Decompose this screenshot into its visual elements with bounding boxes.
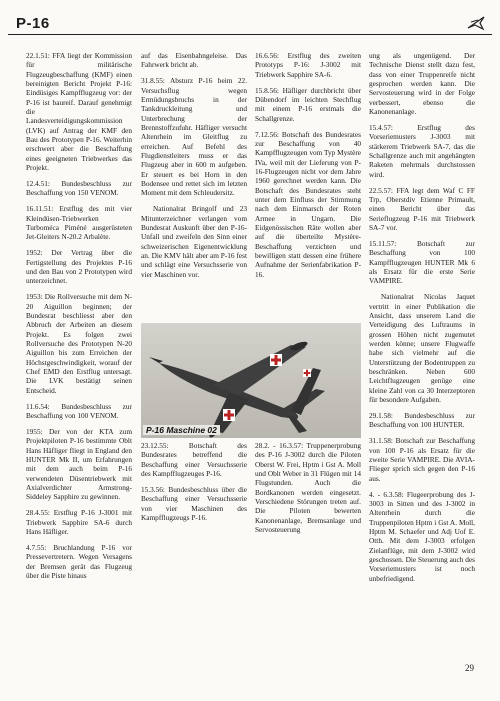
text-column-2: [141, 51, 247, 286]
paragraph: 15.8.56: Häfliger durchbricht über Dübendorf im leichten Stechflug mit einem P-16 erstmals die Schallgrenze.: [255, 85, 361, 123]
paragraph: 31.8.55: Absturz P-16 beim 22. Versuchsflug wegen Ermüdungsbruchs in der Tankdruckleitung und Unterbrechung der Brennstoffzufuhr. Häfliger versucht Altenrhein im Gleitflug zu erreichen. Auf Befehl des Flugdienstleiters muss er das Flugzeug aber in 600 m aufgeben. Er steuert es bei Horn in den Bodensee und rettet sich im letzten Moment mit dem Schleudersitz.: [141, 76, 247, 198]
paragraph: 16.6.56: Erstflug des zweiten Prototyps P-16: J-3002 mit Triebwerk Sapphire SA-6.: [255, 51, 361, 79]
p16-aircraft-image: [141, 323, 361, 438]
paragraph: 7.12.56: Botschaft des Bundesrates zur Beschaffung von 40 Kampfflugzeugen vom Typ Mystère IVa, weil mit der Lieferung von P-16-Flugzeugen nicht vor dem Jahre 1960 gerechnet werden kann. Die Botschaft des Bundesrates steht unter dem Einfluss der Stimmung nach dem Einmarsch der Roten Armee in Ungarn. Die Eidgenössischen Räte wollen aber auf die überteilte Mystère-Beschaffung verzichten und bewilligen statt dessen eine frühere Aufnahme der Serienfabrikation P-16.: [255, 129, 362, 279]
page-title: P-16: [16, 15, 50, 32]
text-column-2-lower: [141, 441, 247, 529]
paragraph: auf das Eisenbahngeleise. Das Fahrwerk bricht ab.: [141, 51, 247, 70]
paragraph: 15.3.56: Bundesbeschluss über die Beschaffung einer Versuchsserie von vier Maschinen des Kampfflugzeugs P-16.: [141, 484, 247, 522]
paragraph: 1953: Die Rollversuche mit dem N-20 Aiguillon beginnen; der Bundesrat beschliesst aber den Abbruch der Arbeiten an diesem Projekt. Es folgen zwei Rollversuche des Prototypen N-20 Aiguillon bis zum Erreichen der Höchstgeschwindigkeit, worauf der Chef EMD den Erstflug untersagt. Die LVK bestätigt seinen Entscheid.: [26, 292, 132, 395]
text-column-3-lower: [255, 441, 361, 541]
paragraph: 28.4.55: Erstflug P-16 J-3001 mit Triebwerk Sapphire SA-6 durch Hans Häfliger.: [26, 508, 132, 536]
paragraph: 1955: Der von der KTA zum Projektpiloten P-16 bestimmte Oblt Hans Häfliger fliegt in England den HUNTER Mk II, um Erfahrungen mit dem auch beim P-16 verwendeten Düsentriebwerk mit Axialverdichter Armstrong-Siddeley Sapphire zu gewinnen.: [26, 426, 132, 502]
photo-caption: P-16 Maschine 02: [143, 425, 220, 435]
paragraph: Nationalrat Bringolf und 23 Mitunterzeichner verlangen vom Bundesrat Auskunft über den P-16-Unfall und zweifeln den Sinn einer schweizerischen Eigenentwicklung an. Die KMV hält aber am P-16 fest und schlägt eine Versuchsserie von vier Maschinen vor.: [141, 204, 247, 279]
paragraph: Nationalrat Nicolas Jaquet vertritt in einer Publikation die Ansicht, dass unserem Land die Verteidigung des Luftraums in grossen Höhen nicht zugemutet werden könne; unsere Flugwaffe habe sich vielmehr auf die Unterstützung der Bodentruppen zu beschränken. Neben 600 Leichtflugzeugen genüge eine kleine Zahl von ca 30 Interzeptoren für besondere Aufgaben.: [369, 292, 475, 405]
paragraph: 11.6.54: Bundesbeschluss zur Beschaffung von 100 VENOM.: [26, 401, 132, 420]
paragraph: ung als ungenügend. Der Technische Dienst stellt dazu fest, dass von einer Truppenreife nicht gesprochen werden kann. Die Servosteuerung wird in der Folge verbessert, ebenso die Kanonenanlage.: [369, 51, 475, 117]
paragraph: 1952: Der Vertrag über die Fertigstellung des Projektes P-16 und den Bau von 2 Prototypen wird unterzeichnet.: [26, 248, 132, 286]
page-header: [8, 0, 492, 44]
text-column-1: [26, 51, 132, 587]
paragraph: 4. - 6.3.58: Flugeerprobung des J-3003 in Sitten und des J-3002 in Altenrhein durch die Truppenpiloten Hptm i Gst A. Moll, Hptm M. Schaefer und Adj Uof E. Otth. Mit dem J-3003 erfolgen Zielanflüge, mit dem J-3002 wird geschossen. Die Steuerung auch des Vorseriemusters ist noch unbefriedigend.: [369, 489, 475, 583]
text-column-4: [369, 51, 475, 590]
paragraph: 22.5.57: FFA legt dem Waf C FF Trp, Oberstdiv Etienne Primault, einen Bericht über das Serieflugzeug P-16 mit Triebwerk SA-7 vor.: [369, 185, 475, 233]
text-column-3: [255, 51, 361, 286]
paragraph: 16.11.51: Erstflug des mit vier Kleindüsen-Triebwerken Turboméca Piméné ausgerüsteten Jet-Gleiters N-20.2 Arbalète.: [26, 204, 132, 242]
paragraph: 22.1.51: FFA liegt der Kommission für militärische Flugzeugbeschaffung (KMF) einen bereinigten Bericht Projekt P-16: Eindüsiges Kampfflugzeug vor: der P-16 ist baureif. Darauf genehmigt die Landesverteidigungskommission (LVK) auf Antrag der KMF den Bau des Prototypen P-16. Weiterhin erschwert aber die Beschaffung eines geeigneten Triebwerkes das Projekt.: [26, 51, 132, 173]
aircraft-photo: [141, 323, 361, 438]
header-rule: [8, 34, 492, 35]
paragraph: 4.7.55: Bruchlandung P-16 vor Pressevertretern. Wegen Versagens der Bremsen gerät das Flugzeug über die Piste hinaus: [26, 542, 132, 580]
paragraph: 15.11.57: Botschaft zur Beschaffung von 100 Kampfflugzeugen HUNTER Mk 6 als Ersatz für die erste Serie VAMPIRE.: [369, 238, 475, 286]
paragraph: 29.1.58: Bundesbeschluss zur Beschaffung von 100 HUNTER.: [369, 411, 475, 430]
page-number: 29: [465, 663, 474, 673]
paragraph: 28.2. - 16.3.57: Truppenerprobung des P-16 J-3002 durch die Piloten Oberst W. Frei, Hptm i Gst A. Moll und Oblt Weber in 31 Flügen mit 14 Flugstunden. Auch die Bordkanonen werden eingesetzt. Verschiedene Störungen treten auf. Die Piloten bewerten Kanonenanlage, Bremsanlage und Servosteuerung: [255, 441, 361, 535]
swiss-aircraft-logo-icon: [466, 14, 486, 32]
paragraph: 12.4.51: Bundesbeschluss zur Beschaffung von 150 VENOM.: [26, 179, 132, 198]
paragraph: 15.4.57: Erstflug des Vorseriemusters J-3003 mit stärkerem Triebwerk SA-7, das die Schallgrenze auch mit angehängten Raketen mehrmals durchstossen wird.: [369, 123, 475, 179]
paragraph: 23.12.55: Botschaft des Bundesrates betreffend die Beschaffung einer Versuchsserie des Kampfflugzeuges P-16.: [141, 441, 247, 479]
paragraph: 31.1.58: Botschaft zur Beschaffung von 100 P-16 als Ersatz für die zweite Serie VAMPIRE. Die AVIA-Flieger sprich sich gegen den P-16 aus.: [369, 436, 475, 483]
